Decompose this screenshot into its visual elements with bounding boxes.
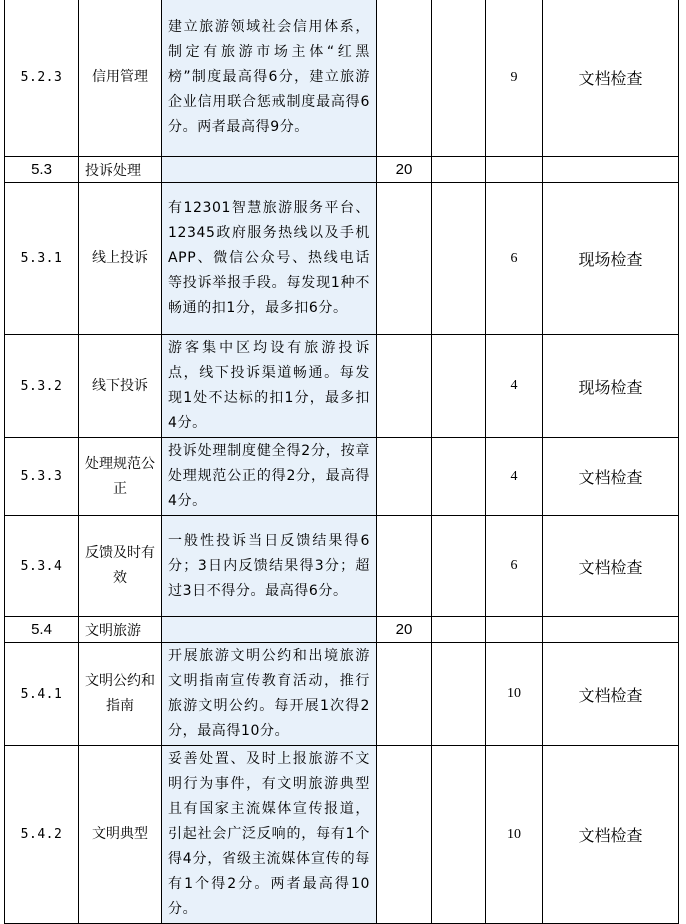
empty-cell xyxy=(486,157,543,183)
table-row xyxy=(5,335,679,438)
item-description: 一般性投诉当日反馈结果得6分；3日内反馈结果得3分；超过3日不得分。最高得6分。 xyxy=(162,516,377,617)
item-code: 5.4.2 xyxy=(5,746,79,924)
item-code: 5.3.1 xyxy=(5,183,79,335)
empty-cell xyxy=(432,516,486,617)
empty-cell xyxy=(377,0,432,157)
table-row xyxy=(5,516,679,617)
section-row xyxy=(5,157,679,183)
item-description: 开展旅游文明公约和出境旅游文明指南宣传教育活动，推行旅游文明公约。每开展1次得2分，最高得10分。 xyxy=(162,643,377,746)
empty-cell xyxy=(162,157,377,183)
empty-cell xyxy=(543,617,679,643)
empty-cell xyxy=(162,617,377,643)
item-method: 现场检查 xyxy=(543,335,679,438)
item-name: 线上投诉 xyxy=(79,183,162,335)
item-description: 建立旅游领域社会信用体系，制定有旅游市场主体“红黑榜”制度最高得6分，建立旅游企业信用联合惩戒制度最高得6分。两者最高得9分。 xyxy=(162,0,377,157)
item-method: 文档检查 xyxy=(543,643,679,746)
table-row xyxy=(5,0,679,157)
table-row xyxy=(5,746,679,924)
empty-cell xyxy=(377,438,432,516)
empty-cell xyxy=(377,183,432,335)
item-name: 信用管理 xyxy=(79,0,162,157)
empty-cell xyxy=(432,0,486,157)
table-row xyxy=(5,643,679,746)
item-score: 10 xyxy=(486,746,543,924)
empty-cell xyxy=(543,157,679,183)
item-name: 文明公约和指南 xyxy=(79,643,162,746)
evaluation-table xyxy=(4,0,679,924)
empty-cell xyxy=(377,643,432,746)
item-score: 9 xyxy=(486,0,543,157)
item-code: 5.3.4 xyxy=(5,516,79,617)
section-score: 20 xyxy=(377,157,432,183)
empty-cell xyxy=(377,516,432,617)
empty-cell xyxy=(432,157,486,183)
item-method: 现场检查 xyxy=(543,183,679,335)
empty-cell xyxy=(432,438,486,516)
table-row xyxy=(5,438,679,516)
item-score: 4 xyxy=(486,438,543,516)
item-score: 6 xyxy=(486,183,543,335)
item-code: 5.4.1 xyxy=(5,643,79,746)
item-method: 文档检查 xyxy=(543,516,679,617)
item-method: 文档检查 xyxy=(543,746,679,924)
item-score: 6 xyxy=(486,516,543,617)
item-name: 文明典型 xyxy=(79,746,162,924)
empty-cell xyxy=(432,746,486,924)
empty-cell xyxy=(377,335,432,438)
item-name: 线下投诉 xyxy=(79,335,162,438)
empty-cell xyxy=(432,183,486,335)
section-row xyxy=(5,617,679,643)
section-code: 5.4 xyxy=(5,617,79,643)
item-score: 10 xyxy=(486,643,543,746)
item-code: 5.2.3 xyxy=(5,0,79,157)
empty-cell xyxy=(432,617,486,643)
empty-cell xyxy=(486,617,543,643)
item-method: 文档检查 xyxy=(543,438,679,516)
section-score: 20 xyxy=(377,617,432,643)
item-code: 5.3.2 xyxy=(5,335,79,438)
empty-cell xyxy=(377,746,432,924)
item-method: 文档检查 xyxy=(543,0,679,157)
empty-cell xyxy=(432,335,486,438)
item-code: 5.3.3 xyxy=(5,438,79,516)
item-description: 投诉处理制度健全得2分，按章处理规范公正的得2分，最高得4分。 xyxy=(162,438,377,516)
item-description: 游客集中区均设有旅游投诉点，线下投诉渠道畅通。每发现1处不达标的扣1分，最多扣4分。 xyxy=(162,335,377,438)
section-name: 文明旅游 xyxy=(79,617,162,643)
item-description: 妥善处置、及时上报旅游不文明行为事件，有文明旅游典型且有国家主流媒体宣传报道，引起社会广泛反响的，每有1个得4分，省级主流媒体宣传的每有1个得2分。两者最高得10分。 xyxy=(162,746,377,924)
section-name: 投诉处理 xyxy=(79,157,162,183)
section-code: 5.3 xyxy=(5,157,79,183)
table-row xyxy=(5,183,679,335)
item-description: 有12301智慧旅游服务平台、12345政府服务热线以及手机APP、微信公众号、热线电话等投诉举报手段。每发现1种不畅通的扣1分，最多扣6分。 xyxy=(162,183,377,335)
empty-cell xyxy=(432,643,486,746)
item-name: 处理规范公正 xyxy=(79,438,162,516)
item-name: 反馈及时有效 xyxy=(79,516,162,617)
item-score: 4 xyxy=(486,335,543,438)
